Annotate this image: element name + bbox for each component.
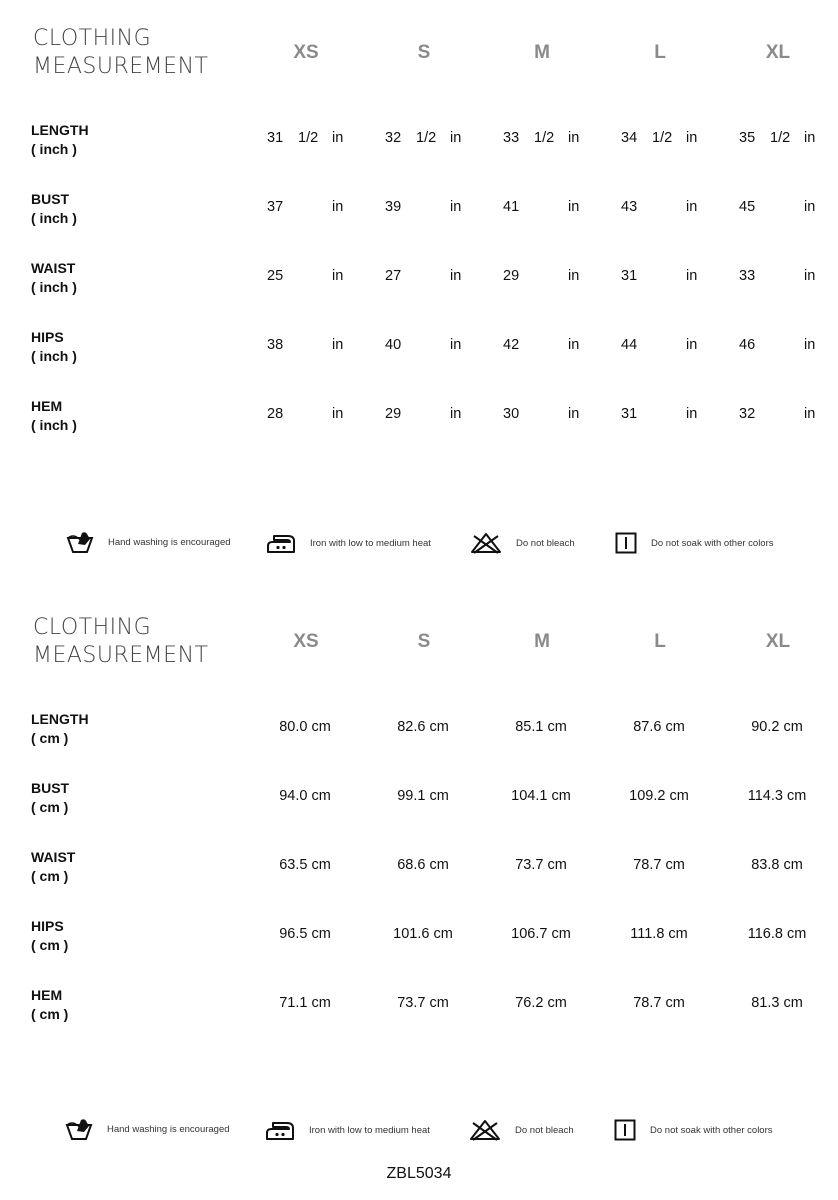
inch-size-m: M [534, 42, 550, 63]
inch-cell-unit: in [804, 268, 816, 284]
cm-cell: 78.7 cm [633, 995, 685, 1011]
cm-cell: 73.7 cm [397, 995, 449, 1011]
inch-cell-unit: in [450, 130, 462, 146]
no-bleach-icon [469, 1119, 501, 1141]
cm-cell: 101.6 cm [393, 926, 453, 942]
care-text: Hand washing is encouraged [108, 536, 231, 548]
care-item-hand-wash [65, 1117, 230, 1141]
inch-cell-whole: 25 [267, 268, 284, 284]
inch-size-l: L [654, 42, 666, 63]
inch-cell-unit: in [332, 406, 344, 422]
inch-cell-frac: 1/2 [298, 130, 319, 146]
inch-cell-frac: 1/2 [534, 130, 555, 146]
cm-cell: 76.2 cm [515, 995, 567, 1011]
cm-row-label-hem: HEM ( cm ) [31, 987, 69, 1022]
inch-cell-unit: in [686, 268, 698, 284]
cm-size-xl: XL [765, 631, 791, 652]
care-text: Hand washing is encouraged [107, 1123, 230, 1135]
hand-wash-icon [66, 530, 94, 554]
inch-cell-unit: in [804, 406, 816, 422]
cm-size-l: L [654, 631, 666, 652]
inch-row-label-length: LENGTH ( inch ) [31, 122, 89, 157]
inch-cell-whole: 46 [739, 337, 756, 353]
cm-size-xs: XS [293, 631, 319, 652]
inch-size-xs: XS [293, 42, 319, 63]
cm-cell: 111.8 cm [630, 926, 688, 942]
care-text: Do not soak with other colors [651, 537, 774, 549]
cm-cell: 104.1 cm [511, 788, 571, 804]
care-item-no-bleach [469, 1119, 574, 1141]
cm-cell: 87.6 cm [633, 719, 685, 735]
cm-cell: 116.8 cm [747, 926, 807, 942]
inch-cell-whole: 27 [385, 268, 402, 284]
no-soak-icon [614, 1119, 636, 1141]
cm-row-label-bust: BUST ( cm ) [31, 780, 70, 815]
cm-cell: 96.5 cm [279, 926, 331, 942]
title-line-1: CLOTHING [33, 615, 152, 640]
cm-cell: 106.7 cm [511, 926, 571, 942]
hand-wash-icon [65, 1117, 93, 1141]
inch-section-title [33, 25, 208, 81]
care-item-iron [265, 1119, 430, 1141]
inch-cell-whole: 31 [267, 130, 284, 146]
care-item-no-soak [614, 1119, 773, 1141]
inch-cell-whole: 41 [503, 199, 520, 215]
inch-cell-whole: 43 [621, 199, 638, 215]
inch-row-label-bust: BUST ( inch ) [31, 191, 77, 226]
product-code: ZBL5034 [386, 1165, 452, 1182]
inch-cell-whole: 29 [503, 268, 520, 284]
cm-cell: 81.3 cm [751, 995, 803, 1011]
inch-cell-unit: in [568, 406, 580, 422]
inch-cell-unit: in [332, 337, 344, 353]
cm-row-label-hips: HIPS ( cm ) [31, 918, 69, 953]
no-soak-icon [615, 532, 637, 554]
inch-cell-whole: 28 [267, 406, 284, 422]
inch-cell-unit: in [804, 199, 816, 215]
title-line-2: MEASUREMENT [33, 643, 209, 668]
inch-cell-whole: 32 [385, 130, 402, 146]
iron-icon [266, 532, 296, 554]
inch-cell-unit: in [568, 199, 580, 215]
cm-cell: 109.2 cm [629, 788, 689, 804]
cm-cell: 85.1 cm [515, 719, 567, 735]
inch-cell-whole: 40 [385, 337, 402, 353]
cm-cell: 94.0 cm [279, 788, 331, 804]
inch-cell-unit: in [332, 268, 344, 284]
inch-cell-whole: 31 [621, 268, 638, 284]
inch-cell-whole: 30 [503, 406, 520, 422]
care-text: Do not soak with other colors [650, 1124, 773, 1136]
title-line-1: CLOTHING [33, 26, 152, 51]
cm-row-label-length: LENGTH ( cm ) [31, 711, 89, 746]
inch-cell-whole: 45 [739, 199, 756, 215]
care-text: Iron with low to medium heat [309, 1124, 430, 1136]
inch-cell-unit: in [450, 337, 462, 353]
cm-cell: 63.5 cm [279, 857, 331, 873]
inch-cell-whole: 38 [267, 337, 284, 353]
inch-cell-unit: in [450, 268, 462, 284]
cm-cell: 68.6 cm [397, 857, 449, 873]
no-bleach-icon [470, 532, 502, 554]
care-text: Iron with low to medium heat [310, 537, 431, 549]
inch-cell-unit: in [804, 130, 816, 146]
cm-cell: 99.1 cm [397, 788, 449, 804]
inch-size-s: S [417, 42, 431, 63]
inch-cell-unit: in [332, 130, 344, 146]
inch-cell-whole: 42 [503, 337, 520, 353]
inch-cell-whole: 44 [621, 337, 638, 353]
inch-cell-unit: in [568, 337, 580, 353]
cm-cell: 83.8 cm [751, 857, 803, 873]
cm-cell: 82.6 cm [397, 719, 449, 735]
cm-cell: 90.2 cm [751, 719, 803, 735]
inch-cell-unit: in [686, 337, 698, 353]
cm-size-m: M [534, 631, 550, 652]
inch-cell-whole: 33 [503, 130, 520, 146]
cm-cell: 114.3 cm [747, 788, 807, 804]
care-text: Do not bleach [516, 537, 575, 549]
inch-cell-unit: in [568, 130, 580, 146]
inch-cell-unit: in [568, 268, 580, 284]
cm-cell: 78.7 cm [633, 857, 685, 873]
inch-cell-frac: 1/2 [416, 130, 437, 146]
inch-cell-whole: 35 [739, 130, 756, 146]
inch-row-label-hem: HEM ( inch ) [31, 398, 77, 433]
inch-cell-unit: in [450, 406, 462, 422]
inch-cell-unit: in [686, 199, 698, 215]
inch-cell-whole: 32 [739, 406, 756, 422]
inch-cell-unit: in [804, 337, 816, 353]
inch-row-label-hips: HIPS ( inch ) [31, 329, 77, 364]
inch-cell-whole: 37 [267, 199, 284, 215]
inch-cell-whole: 29 [385, 406, 402, 422]
inch-size-xl: XL [765, 42, 791, 63]
care-item-hand-wash [66, 530, 231, 554]
inch-cell-unit: in [332, 199, 344, 215]
care-item-iron [266, 532, 431, 554]
cm-cell: 80.0 cm [279, 719, 331, 735]
title-line-2: MEASUREMENT [33, 54, 209, 79]
cm-row-label-waist: WAIST ( cm ) [31, 849, 76, 884]
iron-icon [265, 1119, 295, 1141]
inch-cell-unit: in [686, 406, 698, 422]
care-item-no-soak [615, 532, 774, 554]
inch-cell-whole: 33 [739, 268, 756, 284]
cm-size-s: S [417, 631, 431, 652]
inch-cell-whole: 31 [621, 406, 638, 422]
cm-cell: 71.1 cm [279, 995, 331, 1011]
inch-cell-frac: 1/2 [652, 130, 673, 146]
care-text: Do not bleach [515, 1124, 574, 1136]
inch-cell-unit: in [686, 130, 698, 146]
inch-cell-frac: 1/2 [770, 130, 791, 146]
inch-cell-whole: 39 [385, 199, 402, 215]
inch-row-label-waist: WAIST ( inch ) [31, 260, 77, 295]
care-item-no-bleach [470, 532, 575, 554]
inch-cell-unit: in [450, 199, 462, 215]
cm-cell: 73.7 cm [515, 857, 567, 873]
cm-section-title [33, 614, 208, 670]
inch-cell-whole: 34 [621, 130, 638, 146]
